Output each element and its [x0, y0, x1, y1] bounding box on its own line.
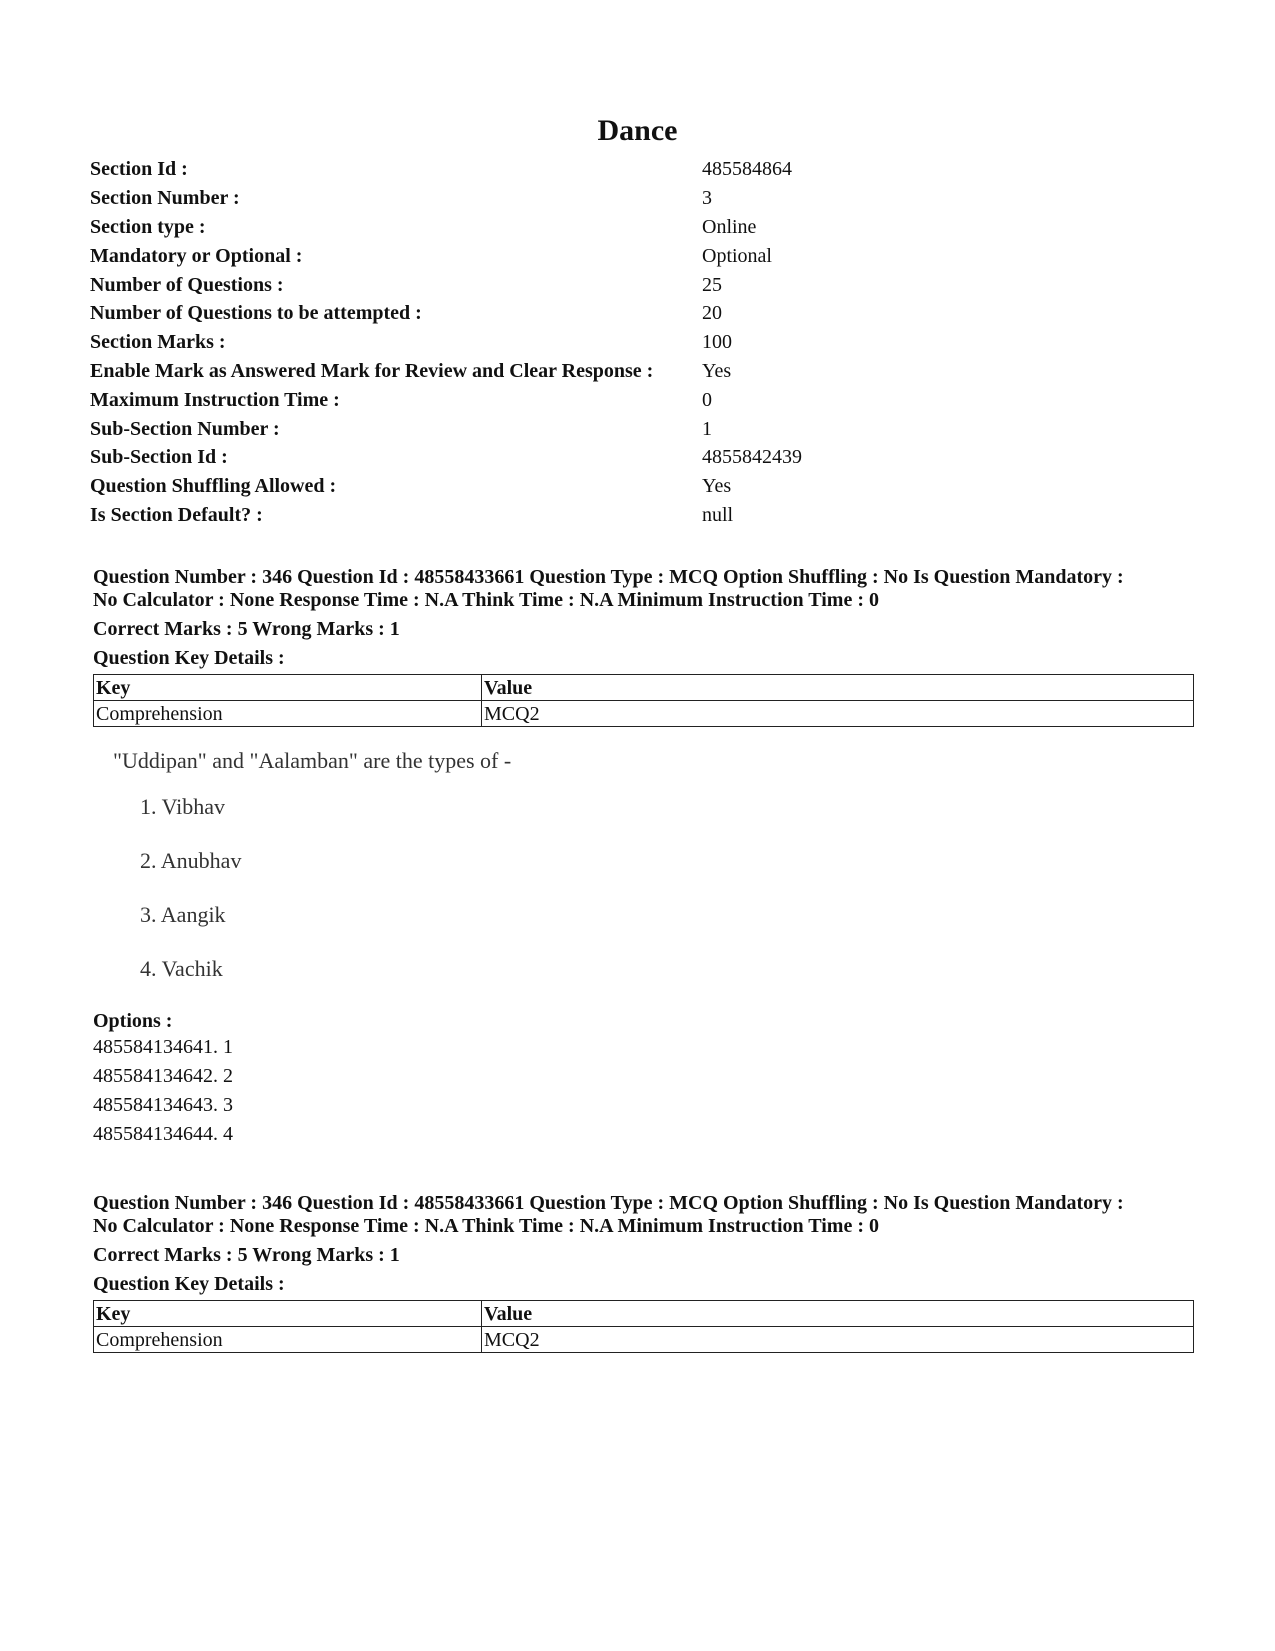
option-line: 485584134643. 3 [93, 1094, 233, 1116]
key-cell: Comprehension [94, 701, 482, 727]
option-line: 485584134644. 4 [93, 1123, 233, 1145]
section-label: Number of Questions to be attempted : [90, 302, 422, 325]
section-label: Sub-Section Id : [90, 446, 228, 469]
value-cell: MCQ2 [482, 701, 1194, 727]
key-header: Key [94, 1301, 482, 1327]
key-details-label: Question Key Details : [93, 647, 285, 669]
section-value: 25 [702, 273, 722, 296]
section-row [90, 443, 990, 472]
question-meta-line-2: No Calculator : None Response Time : N.A Think Time : N.A Minimum Instruction Time : 0 [93, 1215, 879, 1237]
key-cell: Comprehension [94, 1327, 482, 1353]
section-value: null [702, 503, 734, 526]
section-details [90, 155, 990, 529]
section-value: Online [702, 215, 757, 238]
question-meta-line-1: Question Number : 346 Question Id : 48558433661 Question Type : MCQ Option Shuffling : No Is Question Mandatory : [93, 566, 1124, 588]
question-meta-line-1: Question Number : 346 Question Id : 48558433661 Question Type : MCQ Option Shuffling : No Is Question Mandatory : [93, 1192, 1124, 1214]
question-marks: Correct Marks : 5 Wrong Marks : 1 [93, 618, 400, 640]
key-details-label: Question Key Details : [93, 1273, 285, 1295]
key-header: Key [94, 675, 482, 701]
section-row [90, 385, 990, 414]
section-row [90, 184, 990, 213]
value-cell: MCQ2 [482, 1327, 1194, 1353]
options-label: Options : [93, 1010, 173, 1032]
section-value: 0 [702, 388, 712, 411]
section-value: Optional [702, 244, 772, 267]
section-row [90, 357, 990, 386]
section-label: Section Marks : [90, 331, 226, 354]
page-title: Dance [597, 114, 678, 147]
table-header-row [94, 675, 1194, 701]
value-header: Value [482, 675, 1194, 701]
value-header: Value [482, 1301, 1194, 1327]
key-details-table [93, 1300, 1194, 1353]
section-value: Yes [702, 359, 732, 382]
choice-item: 2. Anubhav [140, 848, 242, 873]
section-label: Section Number : [90, 187, 240, 210]
section-row [90, 270, 990, 299]
section-row [90, 414, 990, 443]
question-block [93, 566, 1193, 1149]
question-choices [93, 793, 1193, 1009]
question-block [93, 1192, 1193, 1353]
section-value: 4855842439 [702, 446, 802, 469]
section-label: Number of Questions : [90, 273, 284, 296]
option-line: 485584134642. 2 [93, 1065, 233, 1087]
section-label: Mandatory or Optional : [90, 244, 303, 267]
section-value: Yes [702, 475, 732, 498]
section-row [90, 472, 990, 501]
section-value: 1 [702, 417, 712, 440]
section-label: Question Shuffling Allowed : [90, 475, 337, 498]
section-row [90, 213, 990, 242]
section-row [90, 299, 990, 328]
key-details-table [93, 674, 1194, 727]
choice-item: 4. Vachik [140, 956, 223, 981]
option-line: 485584134641. 1 [93, 1036, 233, 1058]
table-row [94, 1327, 1194, 1353]
section-value: 100 [702, 331, 732, 354]
section-label: Sub-Section Number : [90, 417, 280, 440]
table-header-row [94, 1301, 1194, 1327]
section-row [90, 328, 990, 357]
question-meta-line-2: No Calculator : None Response Time : N.A Think Time : N.A Minimum Instruction Time : 0 [93, 589, 879, 611]
section-row [90, 501, 990, 530]
question-text: "Uddipan" and "Aalamban" are the types of - [113, 748, 512, 773]
section-label: Section type : [90, 215, 206, 238]
section-value: 20 [702, 302, 722, 325]
choice-item: 1. Vibhav [140, 794, 226, 819]
section-value: 485584864 [702, 158, 792, 181]
choice-item: 3. Aangik [140, 902, 226, 927]
section-value: 3 [702, 187, 712, 210]
section-label: Maximum Instruction Time : [90, 388, 340, 411]
table-row [94, 701, 1194, 727]
section-label: Is Section Default? : [90, 503, 263, 526]
section-row [90, 241, 990, 270]
section-label: Enable Mark as Answered Mark for Review and Clear Response : [90, 359, 654, 382]
section-row [90, 155, 990, 184]
question-marks: Correct Marks : 5 Wrong Marks : 1 [93, 1244, 400, 1266]
section-label: Section Id : [90, 158, 188, 181]
